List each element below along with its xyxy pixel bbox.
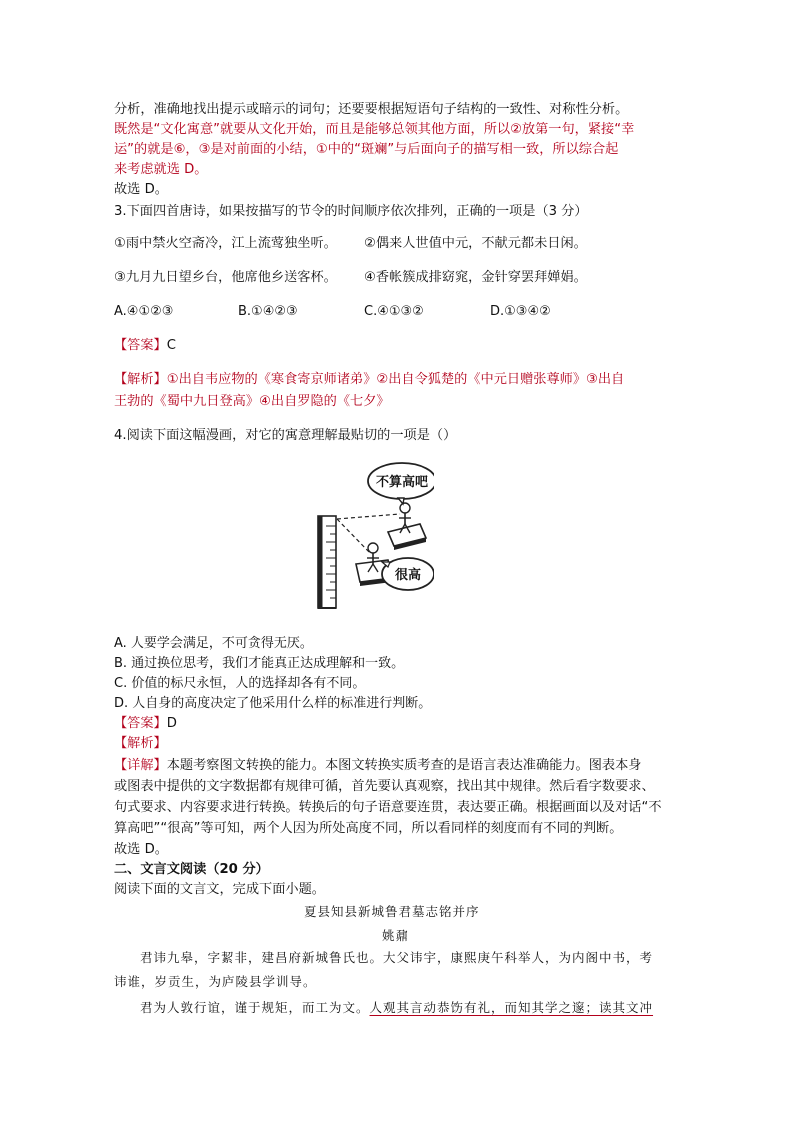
speech-bubble-bottom	[382, 558, 434, 590]
q3-option-a: A.④①②③	[114, 304, 174, 319]
q4-explain-label: 【解析】	[114, 736, 167, 751]
q3-option-d: D.①③④②	[490, 304, 551, 319]
q4-detail-text-1: 本题考察图文转换的能力。本图文转换实质考查的是语言表达准确能力。图表本身	[166, 758, 642, 773]
q3-explain-label: 【解析】	[114, 372, 167, 387]
q4-detail-label: 【详解】	[114, 758, 167, 773]
analysis-conclusion: 故选 D。	[114, 182, 168, 197]
passage-para2-line1	[140, 998, 653, 1018]
q3-option-b: B.①④②③	[238, 304, 298, 319]
q3-option-c: C.④①③②	[364, 304, 424, 319]
speech-bubble-top	[368, 463, 434, 504]
q3-poem-3: ③九月九日望乡台，他席他乡送客杯。	[114, 270, 337, 285]
q3-poem-2: ②偶来人世值中元，不献元都未日闲。	[364, 236, 587, 251]
q4-option-a: A. 人要学会满足，不可贪得无厌。	[114, 636, 313, 651]
q4-answer-value: D	[166, 716, 177, 731]
q3-explain-line-2: 王勃的《蜀中九日登高》④出自罗隐的《七夕》	[114, 394, 390, 409]
passage-author: 姚鼐	[382, 928, 410, 943]
q4-stem: 4.阅读下面这幅漫画，对它的寓意理解最贴切的一项是（）	[114, 428, 457, 443]
q4-answer	[114, 714, 177, 734]
q4-detail-line-4: 算高吧”“很高”等可知，两个人因为所处高度不同，所以看同样的刻度而有不同的判断。	[114, 821, 623, 836]
q4-conclusion: 故选 D。	[114, 842, 168, 857]
q3-answer-value: C	[166, 338, 176, 353]
q3-answer-label: 【答案】	[114, 338, 167, 353]
q4-detail-line-2: 或图表中提供的文字数据都有规律可循，首先要认真观察，找出其中规律。然后看字数要求、	[114, 779, 655, 794]
analysis-line-3: 运”的就是⑥，③是对前面的小结，①中的“斑斓”与后面向子的描写相一致，所以综合起	[114, 142, 619, 157]
q4-detail-line-3: 句式要求、内容要求进行转换。转换后的句子语意要连贯，表达要正确。根据画面以及对话“不	[114, 800, 662, 815]
passage-para2-underlined: 人观其言动恭饬有礼，而知其学之邃；读其文冲	[369, 1000, 654, 1015]
q3-explain-text-1: ①出自韦应物的《寒食寄京师诸弟》②出自令狐楚的《中元日赠张尊师》③出自	[166, 372, 625, 387]
passage-para1-line1: 君讳九皋，字絜非，建昌府新城鲁氏也。大父讳宇，康熙庚午科举人，为内阁中书，考	[140, 950, 654, 965]
analysis-line-4: 来考虑就选 D。	[114, 162, 208, 177]
q4-option-b: B. 通过换位思考，我们才能真正达成理解和一致。	[114, 656, 405, 671]
q4-option-c: C. 价值的标尺永恒，人的选择却各有不同。	[114, 676, 366, 691]
analysis-line-2: 既然是“文化寓意”就要从文化开始，而且是能够总领其他方面，所以②放第一句，紧接“幸	[114, 122, 635, 137]
bubble-bottom-text: 很高	[394, 568, 422, 583]
cartoon-illustration	[204, 362, 434, 616]
section2-heading: 二、文言文阅读（20 分）	[114, 862, 269, 877]
q3-stem: 3.下面四首唐诗，如果按描写的节令的时间顺序依次排列，正确的一项是（3 分）	[114, 204, 588, 219]
person-high	[388, 503, 426, 550]
q3-poem-4: ④香帐簇成排窈窕，金针穿罢拜婵娟。	[364, 270, 587, 285]
analysis-line-1: 分析，准确地找出提示或暗示的词句；还要要根据短语句子结构的一致性、对称性分析。	[114, 102, 629, 117]
q3-answer	[114, 336, 176, 356]
measuring-pole	[318, 516, 336, 608]
q4-answer-label: 【答案】	[114, 716, 167, 731]
q4-option-d: D. 人自身的高度决定了他采用什么样的标准进行判断。	[114, 696, 432, 711]
q4-detail-line-1	[114, 756, 642, 776]
q3-poem-1: ①雨中禁火空斋冷，江上流莺独坐听。	[114, 236, 337, 251]
passage-para1-line2: 讳谁，岁贡生，为庐陵县学训导。	[114, 974, 317, 989]
passage-para2-plain: 君为人敦行谊，谨于规矩，而工为文。	[140, 1000, 370, 1015]
passage-title: 夏县知县新城鲁君墓志铭并序	[304, 904, 480, 919]
section2-instruction: 阅读下面的文言文，完成下面小题。	[114, 882, 325, 897]
bubble-top-text: 不算高吧	[375, 475, 429, 490]
